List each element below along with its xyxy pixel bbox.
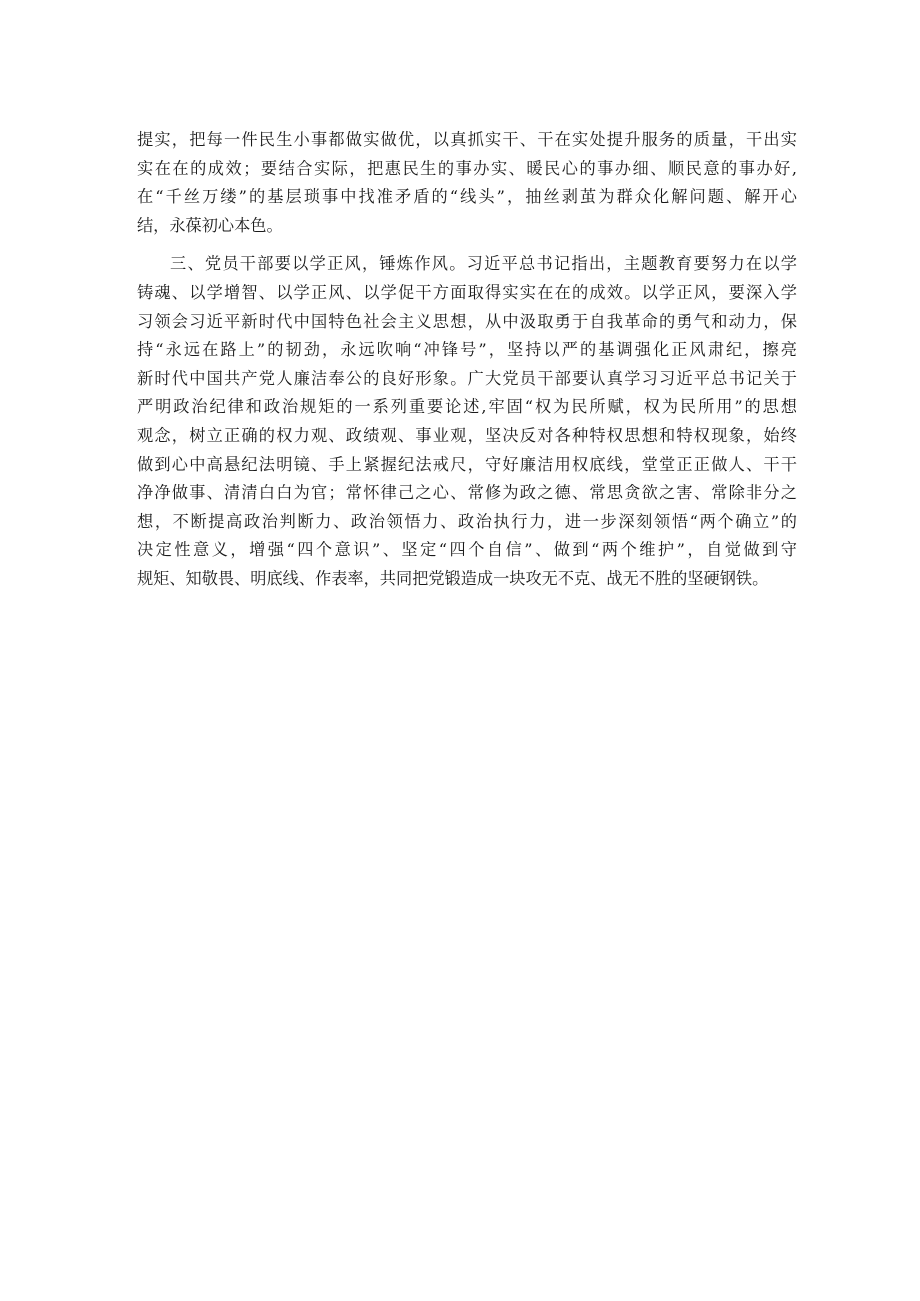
text-line: 决定性意义，增强“四个意识”、坚定“四个自信”、做到“两个维护”，自觉做到守	[137, 540, 797, 560]
text-line: 观念，树立正确的权力观、政绩观、事业观，坚决反对各种特权思想和特权现象，始终	[137, 425, 797, 445]
text-line: 提实，把每一件民生小事都做实做优，以真抓实干、干在实处提升服务的质量，干出实	[137, 130, 797, 149]
text-line: 规矩、知敬畏、明底线、作表率，共同把党锻造成一块攻无不克、战无不胜的坚硬钢铁。	[137, 568, 769, 588]
document-body	[137, 126, 797, 594]
paragraph-2	[137, 250, 797, 593]
text-line: 结，永葆初心本色。	[137, 215, 283, 235]
paragraph-1	[137, 126, 797, 240]
paragraph-spacer	[137, 240, 797, 250]
text-line: 在“千丝万缕”的基层琐事中找准矛盾的“线头”，抽丝剥茧为群众化解问题、解开心	[137, 187, 797, 207]
text-line: 实在在的成效；要结合实际，把惠民生的事办实、暖民心的事办细、顺民意的事办好,	[137, 158, 797, 178]
text-line: 净净做事、清清白白为官；常怀律己之心、常修为政之德、常思贪欲之害、常除非分之	[137, 483, 797, 503]
text-line: 新时代中国共产党人廉洁奉公的良好形象。广大党员干部要认真学习习近平总书记关于	[137, 368, 797, 388]
text-line: 铸魂、以学增智、以学正风、以学促干方面取得实实在在的成效。以学正风，要深入学	[137, 282, 797, 302]
text-line: 严明政治纪律和政治规矩的一系列重要论述,牢固“权为民所赋，权为民所用”的思想	[137, 397, 797, 417]
text-line: 习领会习近平新时代中国特色社会主义思想，从中汲取勇于自我革命的勇气和动力，保	[137, 311, 797, 331]
text-line: 持“永远在路上”的韧劲，永远吹响“冲锋号”，坚持以严的基调强化正风肃纪，擦亮	[137, 340, 797, 360]
text-line: 想，不断提高政治判断力、政治领悟力、政治执行力，进一步深刻领悟“两个确立”的	[137, 511, 797, 531]
text-line: 做到心中高悬纪法明镜、手上紧握纪法戒尺，守好廉洁用权底线，堂堂正正做人、干干	[137, 454, 797, 474]
text-line: 三、党员干部要以学正风，锤炼作风。习近平总书记指出，主题教育要努力在以学	[170, 254, 797, 274]
